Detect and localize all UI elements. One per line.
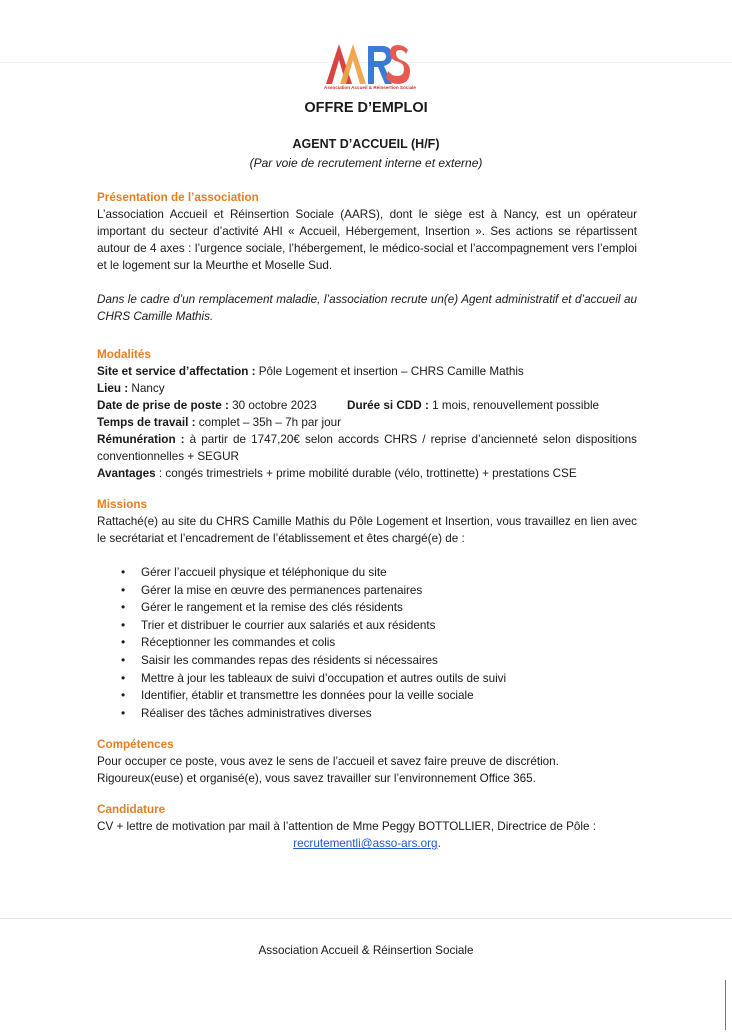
mission-item: • Gérer la mise en œuvre des permanences partenaires bbox=[121, 582, 637, 600]
aars-logo-graphic bbox=[322, 40, 412, 86]
candidature-email-link[interactable]: recrutementli@asso-ars.org bbox=[293, 837, 438, 851]
section-title-modalites: Modalités bbox=[97, 348, 151, 361]
job-title: AGENT D’ACCUEIL (H/F) bbox=[292, 137, 440, 151]
candidature-email-line: recrutementli@asso-ars.org. bbox=[293, 837, 441, 851]
bullet-icon: • bbox=[121, 670, 126, 685]
missions-intro: Rattaché(e) au site du CHRS Camille Mathis du Pôle Logement et Insertion, vous travaillez en lien avec le secrétariat et l’encadrement de l’établissement et êtes chargé(e) de : bbox=[97, 515, 637, 545]
mission-item: • Identifier, établir et transmettre les données pour la veille sociale bbox=[121, 687, 637, 705]
section-title-presentation: Présentation de l’association bbox=[97, 191, 259, 204]
aars-logo bbox=[322, 40, 416, 92]
section-title-missions: Missions bbox=[97, 498, 148, 511]
offer-body bbox=[97, 189, 637, 852]
bullet-icon: • bbox=[121, 565, 126, 579]
modalite-site: Site et service d’affectation : Pôle Logement et insertion – CHRS Camille Mathis bbox=[97, 365, 524, 378]
bullet-icon: • bbox=[121, 705, 126, 720]
modalite-date: Date de prise de poste : 30 octobre 2023 bbox=[97, 399, 317, 412]
mission-item: • Gérer le rangement et la remise des clés résidents bbox=[121, 599, 637, 617]
mission-item: • Trier et distribuer le courrier aux salariés et aux résidents bbox=[121, 617, 637, 635]
logo-tagline: Association Accueil & Réinsertion Sociale bbox=[324, 85, 416, 90]
page-edge-mark bbox=[725, 980, 726, 1030]
mission-item: • Mettre à jour les tableaux de suivi d’occupation et autres outils de suivi bbox=[121, 670, 637, 688]
competences-line-1: Pour occuper ce poste, vous avez le sens de l’accueil et savez faire preuve de discrétion. bbox=[97, 755, 559, 769]
modalite-avantages: Avantages : congés trimestriels + prime mobilité durable (vélo, trottinette) + prestations CSE bbox=[97, 467, 577, 480]
missions-list bbox=[97, 564, 637, 722]
bullet-icon: • bbox=[121, 600, 126, 615]
footer-text: Association Accueil & Réinsertion Sociale bbox=[258, 944, 474, 957]
bullet-icon: • bbox=[121, 652, 126, 667]
bullet-icon: • bbox=[121, 582, 126, 597]
section-title-competences: Compétences bbox=[97, 738, 174, 752]
modalite-duree: Durée si CDD : 1 mois, renouvellement possible bbox=[347, 399, 600, 412]
competences-line-2: Rigoureux(euse) et organisé(e), vous savez travailler sur l’environnement Office 365. bbox=[97, 772, 536, 786]
job-subtitle: (Par voie de recrutement interne et externe) bbox=[249, 156, 483, 170]
mission-item: • Gérer l’accueil physique et téléphonique du site bbox=[121, 564, 637, 582]
mission-item: • Réaliser des tâches administratives diverses bbox=[121, 705, 637, 723]
presentation-text: L’association Accueil et Réinsertion Sociale (AARS), dont le siège est à Nancy, est un opérateur important du secteur d’activité AHI « Accueil, Hébergement, Insertion ». Ses actions se répartissent autour de 4 axes : l’urgence sociale, l’hébergement, le médico-social et l’accompagnement vers l’emploi et le logement sur la Meurthe et Moselle Sud. bbox=[97, 208, 637, 272]
modalite-remuneration: Rémunération : à partir de 1747,20€ selon accords CHRS / reprise d’ancienneté selon dispositions conventionnelles + SEGUR bbox=[97, 433, 637, 463]
bullet-icon: • bbox=[121, 688, 126, 703]
candidature-text: CV + lettre de motivation par mail à l’attention de Mme Peggy BOTTOLLIER, Directrice de Pôle : bbox=[97, 820, 596, 834]
modalite-date-duree bbox=[97, 397, 637, 414]
modalite-lieu: Lieu : Nancy bbox=[97, 382, 165, 395]
mission-item: • Saisir les commandes repas des résidents si nécessaires bbox=[121, 652, 637, 670]
bullet-icon: • bbox=[121, 617, 126, 632]
offer-title: OFFRE D’EMPLOI bbox=[304, 100, 428, 116]
presentation-context: Dans le cadre d’un remplacement maladie, l’association recrute un(e) Agent administratif et d’accueil au CHRS Camille Mathis. bbox=[97, 293, 637, 323]
bullet-icon: • bbox=[121, 635, 126, 650]
mission-item: • Réceptionner les commandes et colis bbox=[121, 634, 637, 652]
modalite-temps: Temps de travail : complet – 35h – 7h par jour bbox=[97, 416, 342, 429]
footer-divider bbox=[0, 918, 732, 919]
section-title-candidature: Candidature bbox=[97, 803, 166, 817]
